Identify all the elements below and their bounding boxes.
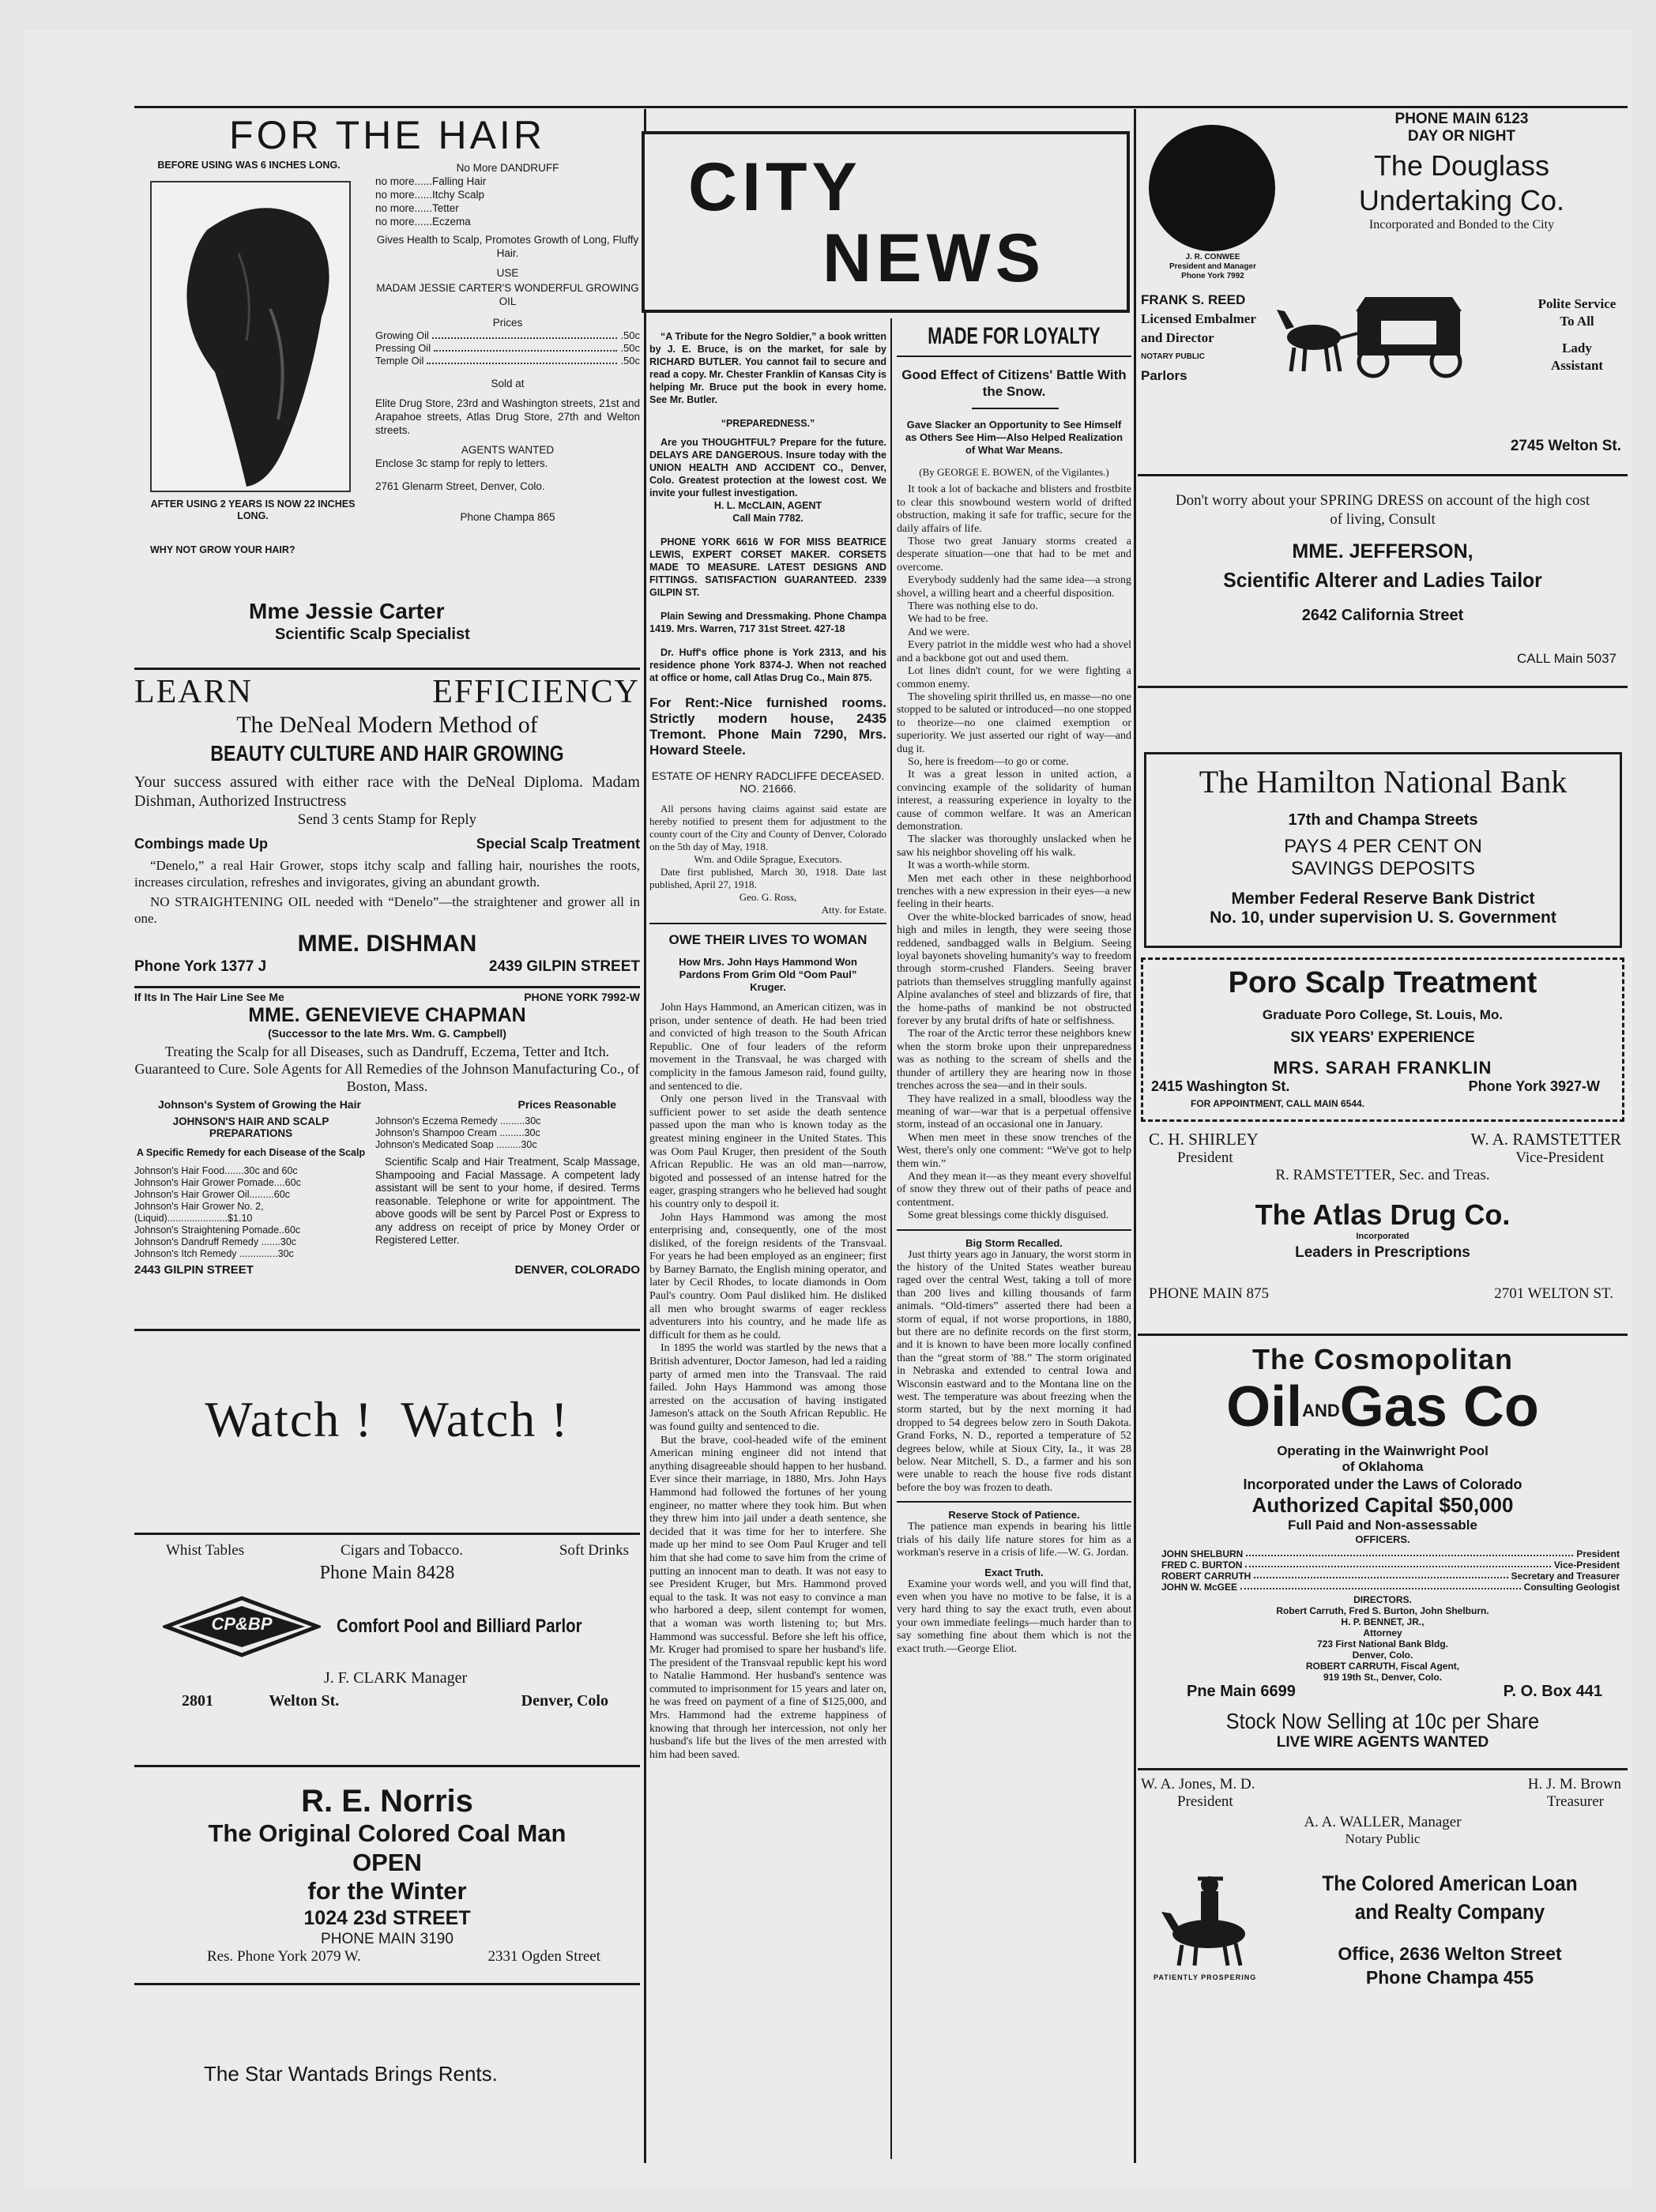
loyalty-paragraph: And they mean it—as they meant every shovelful of snow they threw out of their paths of peace and contentment.: [897, 1170, 1131, 1209]
deneal-line2: BEAUTY CULTURE AND HAIR GROWING: [210, 741, 564, 766]
estate-executors: Wm. and Odile Sprague, Executors.: [694, 853, 842, 865]
column-rule-2: [1134, 109, 1136, 2163]
loyalty-paragraph: The slacker was thoroughly unslacked when he saw his neighbor shoveling off his walk.: [897, 833, 1131, 859]
pool-phone: Phone Main 8428: [319, 1563, 455, 1583]
conwee-title: President and Manager: [1169, 262, 1257, 271]
remedy-item: Johnson's Hair Grower Oil.........60c: [134, 1189, 290, 1200]
oil-capital: Authorized Capital $50,000: [1251, 1492, 1514, 1517]
jones-title: President: [1177, 1793, 1233, 1810]
douglass-inc: Incorporated and Bonded to the City: [1368, 218, 1555, 231]
pool-manager: J. F. CLARK Manager: [324, 1669, 468, 1687]
news-column-left: [649, 330, 886, 2163]
divider: [134, 1533, 640, 1535]
douglass-day: DAY OR NIGHT: [1407, 128, 1516, 145]
loan-office: Office, 2636 Welton Street: [1338, 1943, 1562, 1964]
after-caption: AFTER USING 2 YEARS IS NOW 22 INCHES LONG.: [150, 498, 356, 521]
preparedness-text: Are you THOUGHTFUL? Prepare for the future. DELAYS ARE DANGEROUS. Insure today with the UNION HEALTH AND ACCIDENT CO., Denver, Colo. Greatest protection at the lowest cost. We invite your fullest investigation.: [649, 437, 886, 498]
conwee-name: J. R. CONWEE: [1185, 253, 1240, 261]
officer-row: JOHN SHELBURN President: [1161, 1548, 1620, 1559]
loyalty-paragraph: Over the white-blocked barricades of snow, head high and miles in length, they were seeing those reddened, sandbagged walls in Belgium. Seeing loyal bayonets shoveling humanity's way to freedom through storm-crushed Flanders. Seeing braver patriots than themselves struggling manfully against Alpine avalanches of steel and blizzards of fire, that the home-paths of mankind be not obstructed forever by any brutal drifts of hate or selfishness.: [897, 911, 1131, 1028]
divider: [1138, 1334, 1628, 1336]
loyalty-paragraph: And we were.: [908, 626, 970, 638]
chapman-name: MME. GENEVIEVE CHAPMAN: [248, 1004, 526, 1026]
column-rule-1: [644, 109, 646, 2163]
johnson-system: Johnson's System of Growing the Hair: [158, 1098, 361, 1111]
loyalty-paragraph: When men meet in these snow trenches of the West, there's only one comment: “We've got to help them win.”: [897, 1131, 1131, 1170]
remedy-item: Johnson's Itch Remedy ..............30c: [134, 1248, 294, 1259]
hair-photo: [150, 181, 351, 492]
specific-remedy: A Specific Remedy for each Disease of the Scalp: [136, 1147, 366, 1158]
oil-stock: Stock Now Selling at 10c per Share: [1225, 1709, 1540, 1733]
atlas-inc: Incorporated: [1356, 1232, 1409, 1241]
chapman-city: DENVER, COLORADO: [514, 1263, 640, 1277]
poro-address: 2415 Washington St.: [1151, 1078, 1290, 1094]
divider: [1138, 474, 1628, 476]
waller-name: A. A. WALLER, Manager: [1304, 1814, 1462, 1830]
remedy-item: Johnson's Hair Grower Pomade....60c: [134, 1177, 301, 1188]
bennet-city: Denver, Colo.: [1352, 1649, 1413, 1661]
divider: [134, 1765, 640, 1767]
conwee-phone: Phone York 7992: [1181, 272, 1244, 280]
remedy-item: Johnson's Dandruff Remedy .......30c: [134, 1236, 297, 1247]
chapman-treating: Treating the Scalp for all Diseases, such as Dandruff, Eczema, Tetter and Itch. Guaranteed to Cure. Sole Agents for All Remedies of the Johnson Manufacturing Co., of Boston, Mass.: [134, 1044, 640, 1094]
loyalty-paragraph: The roar of the Arctic terror these neighbors knew when the storm broke upon their unpreparedness was as nothing to the scream of shells and the thunder of artillery they are hearing now in those trenches across the sea—and in their souls.: [897, 1028, 1131, 1093]
reed-title1: Licensed Embalmer: [1141, 311, 1256, 326]
pool-number: 2801: [182, 1692, 213, 1710]
poro-title: Poro Scalp Treatment: [1228, 966, 1537, 999]
jessie-carter-title: Scientific Scalp Specialist: [275, 626, 470, 643]
douglass-ad: [1138, 111, 1628, 470]
chapman-phone: PHONE YORK 7992-W: [524, 991, 640, 1003]
hair-address: 2761 Glenarm Street, Denver, Colo.: [375, 480, 545, 492]
loyalty-paragraph: They have realized in a small, bloodless way the meaning of war—war that is a perpetual offensive storm, instead of an occasional one in January.: [897, 1093, 1131, 1131]
oil-box: P. O. Box 441: [1503, 1683, 1602, 1700]
divider: [897, 356, 1131, 357]
lady-assistant-1: Lady: [1562, 340, 1592, 356]
shirley-title: President: [1177, 1149, 1233, 1166]
right-column: [1138, 111, 1628, 2165]
poro-grad: Graduate Poro College, St. Louis, Mo.: [1262, 1007, 1504, 1022]
sold-at: Sold at: [491, 378, 525, 389]
storm-text: Just thirty years ago in January, the worst storm in the history of the United States weather bureau raged over the central West, taking a toll of more than 200 lives and killing thousands of farm animals. “Old-timers” asserted there had been a storm of equal, if not worse proportions, in 1880, but there are no definite records on the first storm, and it is known to have been more locally confined than the “great storm of '88.” The storm originated in Nebraska and extended to central Iowa and Wisconsin eastward and to the Montana line on the west. The temperature was about freezing when the storm started, but by the next morning it had dropped to 54 degrees below zero in South Dakota. Grand Forks, N. D., reported a temperature of 52 degrees below, while at Sioux City, Ia., it was 28 below. Near Mitchell, S. D., a farmer and his son were unable to reach the house five rods distant before the boy was frozen to death.: [897, 1248, 1131, 1494]
product-name: MADAM JESSIE CARTER'S WONDERFUL GROWING OIL: [376, 282, 639, 307]
huff-notice: Dr. Huff's office phone is York 2313, and his residence phone York 8374-J. When not reached at office or home, call Atlas Drug Co., Main 875.: [649, 647, 886, 683]
hair-line: If Its In The Hair Line See Me: [134, 991, 284, 1003]
left-column: [134, 111, 640, 2165]
bennet-address: 723 First National Bank Bldg.: [1316, 1638, 1449, 1650]
atlas-leaders: Leaders in Prescriptions: [1295, 1244, 1470, 1261]
loyalty-paragraph: It was a great lesson in united action, a convincing example of the solidarity of human interest, a reassuring experience in loyalty to the cause of common welfare. It was an American demonstration.: [897, 769, 1131, 833]
oil-ad: [1138, 1343, 1628, 1683]
bank-member1: Member Federal Reserve Bank District: [1231, 890, 1535, 908]
atlas-address: 2701 WELTON ST.: [1494, 1285, 1613, 1302]
divider: [649, 923, 886, 924]
bank-pays2: SAVINGS DEPOSITS: [1291, 858, 1475, 879]
officer-row: ROBERT CARRUTH Secretary and Treasurer: [1161, 1570, 1620, 1582]
douglass-phone: PHONE MAIN 6123: [1394, 111, 1529, 127]
jefferson-ad: [1138, 480, 1628, 682]
reed-title2: and Director: [1141, 330, 1214, 345]
bank-member2: No. 10, under supervision U. S. Government: [1210, 908, 1556, 927]
ramstetter-name: W. A. RAMSTETTER: [1470, 1130, 1621, 1149]
conwee-photo: [1149, 125, 1275, 251]
brown-title: Treasurer: [1546, 1793, 1604, 1810]
hair-title: FOR THE HAIR: [229, 113, 545, 157]
loyalty-sub: Good Effect of Citizens' Battle With the Snow.: [901, 367, 1127, 399]
jefferson-call: CALL Main 5037: [1516, 651, 1616, 666]
norris-tag: The Original Colored Coal Man: [208, 1819, 566, 1847]
owe-paragraph: But the brave, cool-headed wife of the eminent American mining engineer did not intend that anything disagreeable should happen to her husband. Ever since their marriage, in 1880, Mrs. John Hays Hammond had followed the fortunes of her young engineer, no matter where they took him. But when they threw him into jail under a death sentence, she decided that it was time for her to interfere. She made up her mind to see Oom Paul Kruger and tell him that she had come to save him from the crime of putting an innocent man to death. It was not easy to see President Kruger, but Mrs. Hammond proved equal to the task. It was not easy to convince a man who harbored a deep, silent contempt for women, that a woman was worth listening to; but Mrs. Hammond was successful. Before she left his office, Mr. Kruger had promised to spare her husband's life. The president of the Transvaal republic kept his word to Natalie Hammond. Her husband's sentence was commuted to imprisonment for 15 years and later on, he was freed on payment of a fine of $125,000, and Mrs. Hammond had the extreme happiness of knowing that through her intercession, not only her husband's life but the lives of the men arrested with him had been saved.: [649, 1434, 886, 1761]
pool-logo-text: CP&BP: [211, 1614, 273, 1634]
prices-heading: Prices: [492, 317, 523, 329]
lewis-corset: PHONE YORK 6616 W FOR MISS BEATRICE LEWIS, EXPERT CORSET MAKER. CORSETS MADE TO MEASURE. LATEST DESIGNS AND FITTINGS. SATISFACTION GUARANTEED. 2339 GILPIN ST.: [649, 536, 886, 598]
chapman-address: 2443 GILPIN STREET: [134, 1263, 254, 1277]
loyalty-paragraph: Those two great January storms created a desperate situation—one that had to be met and overcome.: [897, 536, 1131, 574]
remedy-item: Johnson's Hair Grower No. 2, (Liquid)......................$1.10: [134, 1201, 264, 1224]
loyalty-paragraph: It took a lot of backache and blisters and frostbite to clear this snowbound western world of drifted obstruction, making it safe for traffic, secure for the daily affairs of life.: [897, 483, 1131, 535]
norris-open: OPEN: [352, 1849, 422, 1876]
no-more-item: no more......Tetter: [375, 202, 459, 214]
pool-logo: [163, 1595, 321, 1658]
bank-name: The Hamilton National Bank: [1199, 764, 1568, 799]
to-all: To All: [1560, 314, 1594, 329]
hair-phone: Phone Champa 865: [460, 511, 555, 523]
deneal-success: Your success assured with either race with the DeNeal Diploma. Madam Dishman, Authorized Instructress: [134, 773, 640, 810]
norris-address: 1024 23d STREET: [303, 1907, 471, 1929]
oil-full: Full Paid and Non-assessable: [1288, 1517, 1477, 1533]
storm-heading: Big Storm Recalled.: [965, 1236, 1063, 1249]
rent-notice: For Rent:-Nice furnished rooms. Strictly modern house, 2435 Tremont. Phone Main 7290, Mrs. Howard Steele.: [649, 695, 886, 758]
loan-caption: PATIENTLY PROSPERING: [1154, 1973, 1257, 1981]
remedy-item: Johnson's Eczema Remedy .........30c: [375, 1115, 541, 1127]
loyalty-paragraph: Every patriot in the middle west who had a shovel and a backbone got out and used them.: [897, 639, 1131, 664]
news-column-right: [897, 321, 1131, 2161]
news-column-rule: [890, 318, 892, 2159]
agents-wanted: AGENTS WANTED: [461, 444, 555, 456]
jefferson-tag: Scientific Alterer and Ladies Tailor: [1223, 568, 1542, 592]
price-row: Pressing Oil .50c: [375, 342, 640, 354]
no-more-item: no more......Eczema: [375, 216, 471, 228]
truth-text: Examine your words well, and you will find that, even when you have no motive to be false, it is a very hard thing to say the exact truth, even about your own immediate feelings—much harder than to say something fine about them which is not the exact truth.—George Eliot.: [897, 1578, 1131, 1655]
pool-ad: [134, 1542, 640, 1759]
douglass-address: 2745 Welton St.: [1510, 438, 1621, 454]
hamilton-bank-ad: [1144, 752, 1622, 948]
norris-phone: PHONE MAIN 3190: [321, 1931, 454, 1947]
bennet-name: H. P. BENNET, JR.,: [1341, 1616, 1425, 1627]
star-wantads: The Star Wantads Brings Rents.: [204, 2062, 498, 2086]
loan-name1: The Colored American Loan: [1322, 1872, 1578, 1895]
waller-title: Notary Public: [1345, 1831, 1421, 1846]
estate-heading: ESTATE OF HENRY RADCLIFFE DECEASED. NO. 21666.: [651, 769, 885, 795]
notary-public: NOTARY PUBLIC: [1141, 352, 1205, 361]
atlas-phone: PHONE MAIN 875: [1149, 1285, 1269, 1302]
atlas-sec: R. RAMSTETTER, Sec. and Treas.: [1275, 1167, 1490, 1183]
loyalty-paragraph: The shoveling spirit thrilled us, en masse—no one stopped to be saluted or introduced—no one stopped to theorize—no one claimed exemption or superiority. We just asserted our right of way—and dug it.: [897, 690, 1131, 755]
owe-paragraph: John Hays Hammond was among the most enterprising and, consequently, one of the most disliked, of the foreign residents of the Transvaal. For years he had been employed as an engineer; first by Barney Barnato, the English mining operator, and later by Cecil Rhodes, to locate diamonds in Oom Paul's country. Oom Paul disliked him. He disliked all men who brought swarms of eager reckless adventurers into his country, and he made life as difficult for them as he could.: [649, 1211, 886, 1341]
watch-heading: Watch ! Watch !: [205, 1391, 570, 1447]
officer-row: FRED C. BURTON Vice-President: [1161, 1559, 1620, 1571]
lady-assistant-2: Assistant: [1550, 358, 1604, 373]
no-more-item: no more......Falling Hair: [375, 175, 487, 187]
cigars: Cigars and Tobacco.: [340, 1542, 463, 1559]
oil-phone: Pne Main 6699: [1187, 1683, 1296, 1700]
atlas-name: The Atlas Drug Co.: [1255, 1198, 1511, 1231]
loyalty-paragraph: We had to be free.: [908, 613, 988, 626]
chapman-successor: (Successor to the late Mrs. Wm. G. Campbell): [268, 1027, 506, 1040]
norris-ogden: 2331 Ogden Street: [487, 1948, 600, 1965]
jefferson-name: MME. JEFFERSON,: [1292, 540, 1473, 562]
estate-attorney-title: Atty. for Estate.: [821, 904, 886, 916]
deneal-line1: The DeNeal Modern Method of: [236, 712, 538, 738]
horse-hearse-icon: [1270, 294, 1476, 381]
divider: [134, 986, 640, 988]
store-list: Elite Drug Store, 23rd and Washington streets, 21st and Arapahoe streets, Atlas Drug Store, 27th and Welton streets.: [375, 397, 640, 436]
director-names: Robert Carruth, Fred S. Burton, John Shelburn.: [1276, 1604, 1489, 1616]
special-scalp: Special Scalp Treatment: [476, 836, 640, 852]
oil-officers: OFFICERS.: [1355, 1533, 1410, 1545]
estate-notice: All persons having claims against said estate are hereby notified to present them for adjustment to the county court of the City and County of Denver, Colorado on the 5th day of May, 1918.: [649, 803, 886, 852]
donkey-rider-icon: [1154, 1869, 1264, 1972]
loyalty-byline: (By GEORGE E. BOWEN, of the Vigilantes.): [919, 466, 1109, 478]
reserve-text: The patience man expends in bearing his little trials of his daily life nature stores for him as a workman's reserve in a crisis of life.—W. G. Jordan.: [897, 1521, 1131, 1559]
gas-word: Gas Co: [1339, 1375, 1539, 1439]
price-row: Growing Oil .50c: [375, 329, 640, 341]
remedy-item: Johnson's Hair Food.......30c and 60c: [134, 1165, 298, 1176]
poro-phone: Phone York 3927-W: [1468, 1078, 1600, 1094]
divider: [134, 668, 640, 670]
bank-streets: 17th and Champa Streets: [1288, 811, 1478, 829]
norris-ad: [134, 1784, 640, 1966]
deneal-stamp: Send 3 cents Stamp for Reply: [297, 811, 477, 828]
tribute-notice: “A Tribute for the Negro Soldier,” a book written by J. E. Bruce, is on the market, for sale by RICHARD BUTLER. You cannot fail to secure and read a copy. Mr. Chester Franklin of Kansas City is helping Mr. Bruce put the book in every home. See Mr. Butler.: [649, 331, 886, 405]
learn-heading: LEARN: [134, 674, 253, 710]
divider: [134, 1329, 640, 1331]
jessie-carter-name: Mme Jessie Carter: [249, 599, 445, 623]
truth-heading: Exact Truth.: [984, 1566, 1044, 1578]
dishman-phone: Phone York 1377 J: [134, 958, 267, 975]
gives-health: Gives Health to Scalp, Promotes Growth of Long, Fluffy Hair.: [376, 234, 639, 259]
owe-subheading: How Mrs. John Hays Hammond Won Pardons From Grim Old “Oom Paul” Kruger.: [679, 956, 857, 993]
deneal-ad: [134, 673, 640, 989]
straightening-text: NO STRAIGHTENING OIL needed with “Denelo”—the straightener and grower all in one.: [134, 894, 640, 926]
owe-paragraph: John Hays Hammond, an American citizen, was in prison, under sentence of death. He had been tried and convicted of high treason to the South African Republic. One of four leaders of the reform movement in the Transvaal, he was charged with complicity in the famous Jameson raid, found guilty, and sentenced to die.: [649, 1002, 886, 1093]
loyalty-paragraph: It was a worth-while storm.: [908, 860, 1030, 872]
officer-row: JOHN W. McGEE Consulting Geologist: [1161, 1581, 1620, 1593]
before-caption: BEFORE USING WAS 6 INCHES LONG.: [157, 160, 341, 171]
douglass-name1: The Douglass: [1373, 149, 1550, 182]
loan-ad: [1138, 1776, 1628, 2013]
loan-name2: and Realty Company: [1354, 1900, 1545, 1924]
jones-name: W. A. Jones, M. D.: [1141, 1776, 1255, 1793]
reed-name: FRANK S. REED: [1141, 292, 1246, 307]
pool-name: Comfort Pool and Billiard Parlor: [337, 1616, 582, 1637]
divider: [1138, 686, 1628, 688]
divider: [897, 1229, 1131, 1231]
loyalty-paragraph: Men met each other in these neighborhood trenches with a new expression in their eyes—a new feeling in their hearts.: [897, 872, 1131, 911]
loyalty-paragraph: Lot lines didn't count, for we were fighting a common enemy.: [897, 665, 1131, 690]
oil-operating1: Operating in the Wainwright Pool: [1277, 1443, 1489, 1458]
chapman-services: Scientific Scalp and Hair Treatment, Scalp Massage, Shampooing and Facial Massage. A competent lady assistant will be sent to your home, if desired. Terms reasonable. Telephone or write for appointment. The above goods will be sent by Parcel Post or Express to any address on receipt of price by Money Order or Registered Letter.: [375, 1156, 640, 1246]
price-row: Temple Oil .50c: [375, 355, 640, 367]
sewing-notice: Plain Sewing and Dressmaking. Phone Champa 1419. Mrs. Warren, 717 31st Street. 427-18: [649, 611, 886, 634]
oil-line1: The Cosmopolitan: [1252, 1343, 1513, 1375]
and-word: AND: [1302, 1400, 1340, 1420]
mcclain-agent: H. L. McCLAIN, AGENT: [713, 500, 822, 511]
oil-name: [1138, 1376, 1628, 1442]
reserve-heading: Reserve Stock of Patience.: [948, 1509, 1080, 1522]
preparedness-heading: “PREPAREDNESS.”: [721, 418, 815, 429]
no-more-heading: No More DANDRUFF: [456, 162, 559, 174]
brown-name: H. J. M. Brown: [1527, 1776, 1621, 1793]
dishman-address: 2439 GILPIN STREET: [488, 958, 640, 975]
remedy-item: Johnson's Medicated Soap .........30c: [375, 1139, 537, 1150]
hair-photo-image: [152, 182, 349, 491]
parlors-label: Parlors: [1141, 368, 1187, 383]
owe-heading: OWE THEIR LIVES TO WOMAN: [668, 932, 868, 947]
oil-word: Oil: [1226, 1375, 1303, 1439]
shirley-name: C. H. SHIRLEY: [1149, 1130, 1259, 1149]
loyalty-heading: MADE FOR LOYALTY: [928, 323, 1101, 349]
combings: Combings made Up: [134, 836, 269, 852]
polite-service: Polite Service: [1537, 296, 1616, 311]
poro-ad: [1141, 957, 1624, 1122]
norris-winter: for the Winter: [307, 1877, 467, 1905]
oil-operating2: of Oklahoma: [1342, 1458, 1424, 1474]
directors-heading: DIRECTORS.: [1353, 1593, 1412, 1605]
bennet-title: Attorney: [1363, 1627, 1402, 1638]
whist-tables: Whist Tables: [166, 1542, 245, 1559]
denelo-text: “Denelo,” a real Hair Grower, stops itchy scalp and falling hair, nourishes the roots, increases circulation, refreshes and invigorates, giving an abundant growth.: [134, 858, 640, 890]
no-more-item: no more......Itchy Scalp: [375, 189, 485, 201]
owe-paragraph: Only one person lived in the Transvaal with sufficient power to set aside the death sentence passed upon the man who is known today as the greatest mining engineer in the United States. This was Oom Paul Kruger, then president of the South African Republic. He was an old man—narrow, bigoted and possessed of an intense hatred for the eager, grasping strangers who he believed had sought his country only to despoil it.: [649, 1093, 886, 1210]
mcclain-phone: Call Main 7782.: [732, 513, 804, 524]
poro-appointment: FOR APPOINTMENT, CALL MAIN 6544.: [1191, 1098, 1365, 1109]
divider: [972, 408, 1059, 409]
dishman-name: MME. DISHMAN: [297, 931, 477, 957]
estate-dates: Date first published, March 30, 1918. Date last published, April 27, 1918.: [649, 866, 886, 890]
chapman-ad: [134, 991, 640, 1386]
loyalty-paragraph: There was nothing else to do.: [908, 600, 1038, 613]
remedy-item: Johnson's Straightening Pomade..60c: [134, 1224, 301, 1236]
enclose-stamp: Enclose 3c stamp for reply to letters.: [375, 457, 548, 469]
pool-city: Denver, Colo: [521, 1692, 608, 1710]
oil-inc: Incorporated under the Laws of Colorado: [1243, 1476, 1522, 1492]
atlas-ad: [1138, 1130, 1628, 1335]
jefferson-intro: Don't worry about your SPRING DRESS on account of the high cost of living, Consult: [1175, 492, 1590, 528]
divider: [897, 1501, 1131, 1503]
estate-attorney: Geo. G. Ross,: [739, 891, 797, 903]
fiscal-agent: ROBERT CARRUTH, Fiscal Agent,: [1305, 1660, 1460, 1672]
pool-street: Welton St.: [269, 1692, 340, 1710]
remedy-item: Johnson's Shampoo Cream .........30c: [375, 1127, 540, 1138]
norris-res-phone: Res. Phone York 2079 W.: [207, 1948, 361, 1965]
fiscal-agent-address: 919 19th St., Denver, Colo.: [1323, 1671, 1443, 1683]
top-rule: [134, 106, 1628, 108]
efficiency-heading: EFFICIENCY: [432, 674, 640, 710]
city-news-line1: CITY: [688, 149, 862, 225]
city-news-line2: NEWS: [822, 220, 1045, 296]
why-caption: WHY NOT GROW YOUR HAIR?: [150, 544, 295, 555]
loyalty-sub2: Gave Slacker an Opportunity to See Himself as Others See Him—Also Helped Realization of What War Means.: [905, 419, 1123, 456]
owe-paragraph: In 1895 the world was startled by the news that a British adventurer, Doctor Jameson, had led a raiding party of armed men into the Transvaal. The raid failed. John Hays Hammond was among those arrested on the accusation of having instigated Jameson's attack on the South African Republic. He was found guilty and sentenced to die.: [649, 1342, 886, 1433]
use-label: USE: [496, 267, 519, 279]
bank-pays1: PAYS 4 PER CENT ON: [1284, 836, 1482, 857]
divider: [134, 1983, 640, 1985]
oil-ad-footer: [1138, 1683, 1628, 1762]
divider: [1138, 1768, 1628, 1770]
loyalty-paragraph: So, here is freedom—to go or come.: [908, 755, 1069, 768]
loyalty-paragraph: Everybody suddenly had the same idea—a strong shovel, a willing heart and a cheerful disposition.: [897, 574, 1131, 600]
city-news-masthead: [642, 131, 1130, 313]
oil-agents: LIVE WIRE AGENTS WANTED: [1276, 1734, 1489, 1751]
loyalty-paragraph: Some great blessings come thickly disguised.: [908, 1209, 1109, 1222]
prices-reasonable: Prices Reasonable: [518, 1098, 616, 1111]
poro-experience: SIX YEARS' EXPERIENCE: [1290, 1029, 1475, 1046]
loan-phone: Phone Champa 455: [1365, 1967, 1534, 1988]
jefferson-address: 2642 California Street: [1301, 607, 1464, 624]
norris-name: R. E. Norris: [301, 1784, 473, 1819]
prep-heading: JOHNSON'S HAIR AND SCALP PREPARATIONS: [172, 1115, 329, 1139]
poro-name: MRS. SARAH FRANKLIN: [1273, 1058, 1492, 1078]
ramstetter-title: Vice-President: [1515, 1149, 1604, 1166]
soft-drinks: Soft Drinks: [559, 1542, 629, 1559]
douglass-name2: Undertaking Co.: [1358, 184, 1565, 216]
hair-ad: [134, 111, 640, 664]
newspaper-page: [24, 30, 1632, 2187]
